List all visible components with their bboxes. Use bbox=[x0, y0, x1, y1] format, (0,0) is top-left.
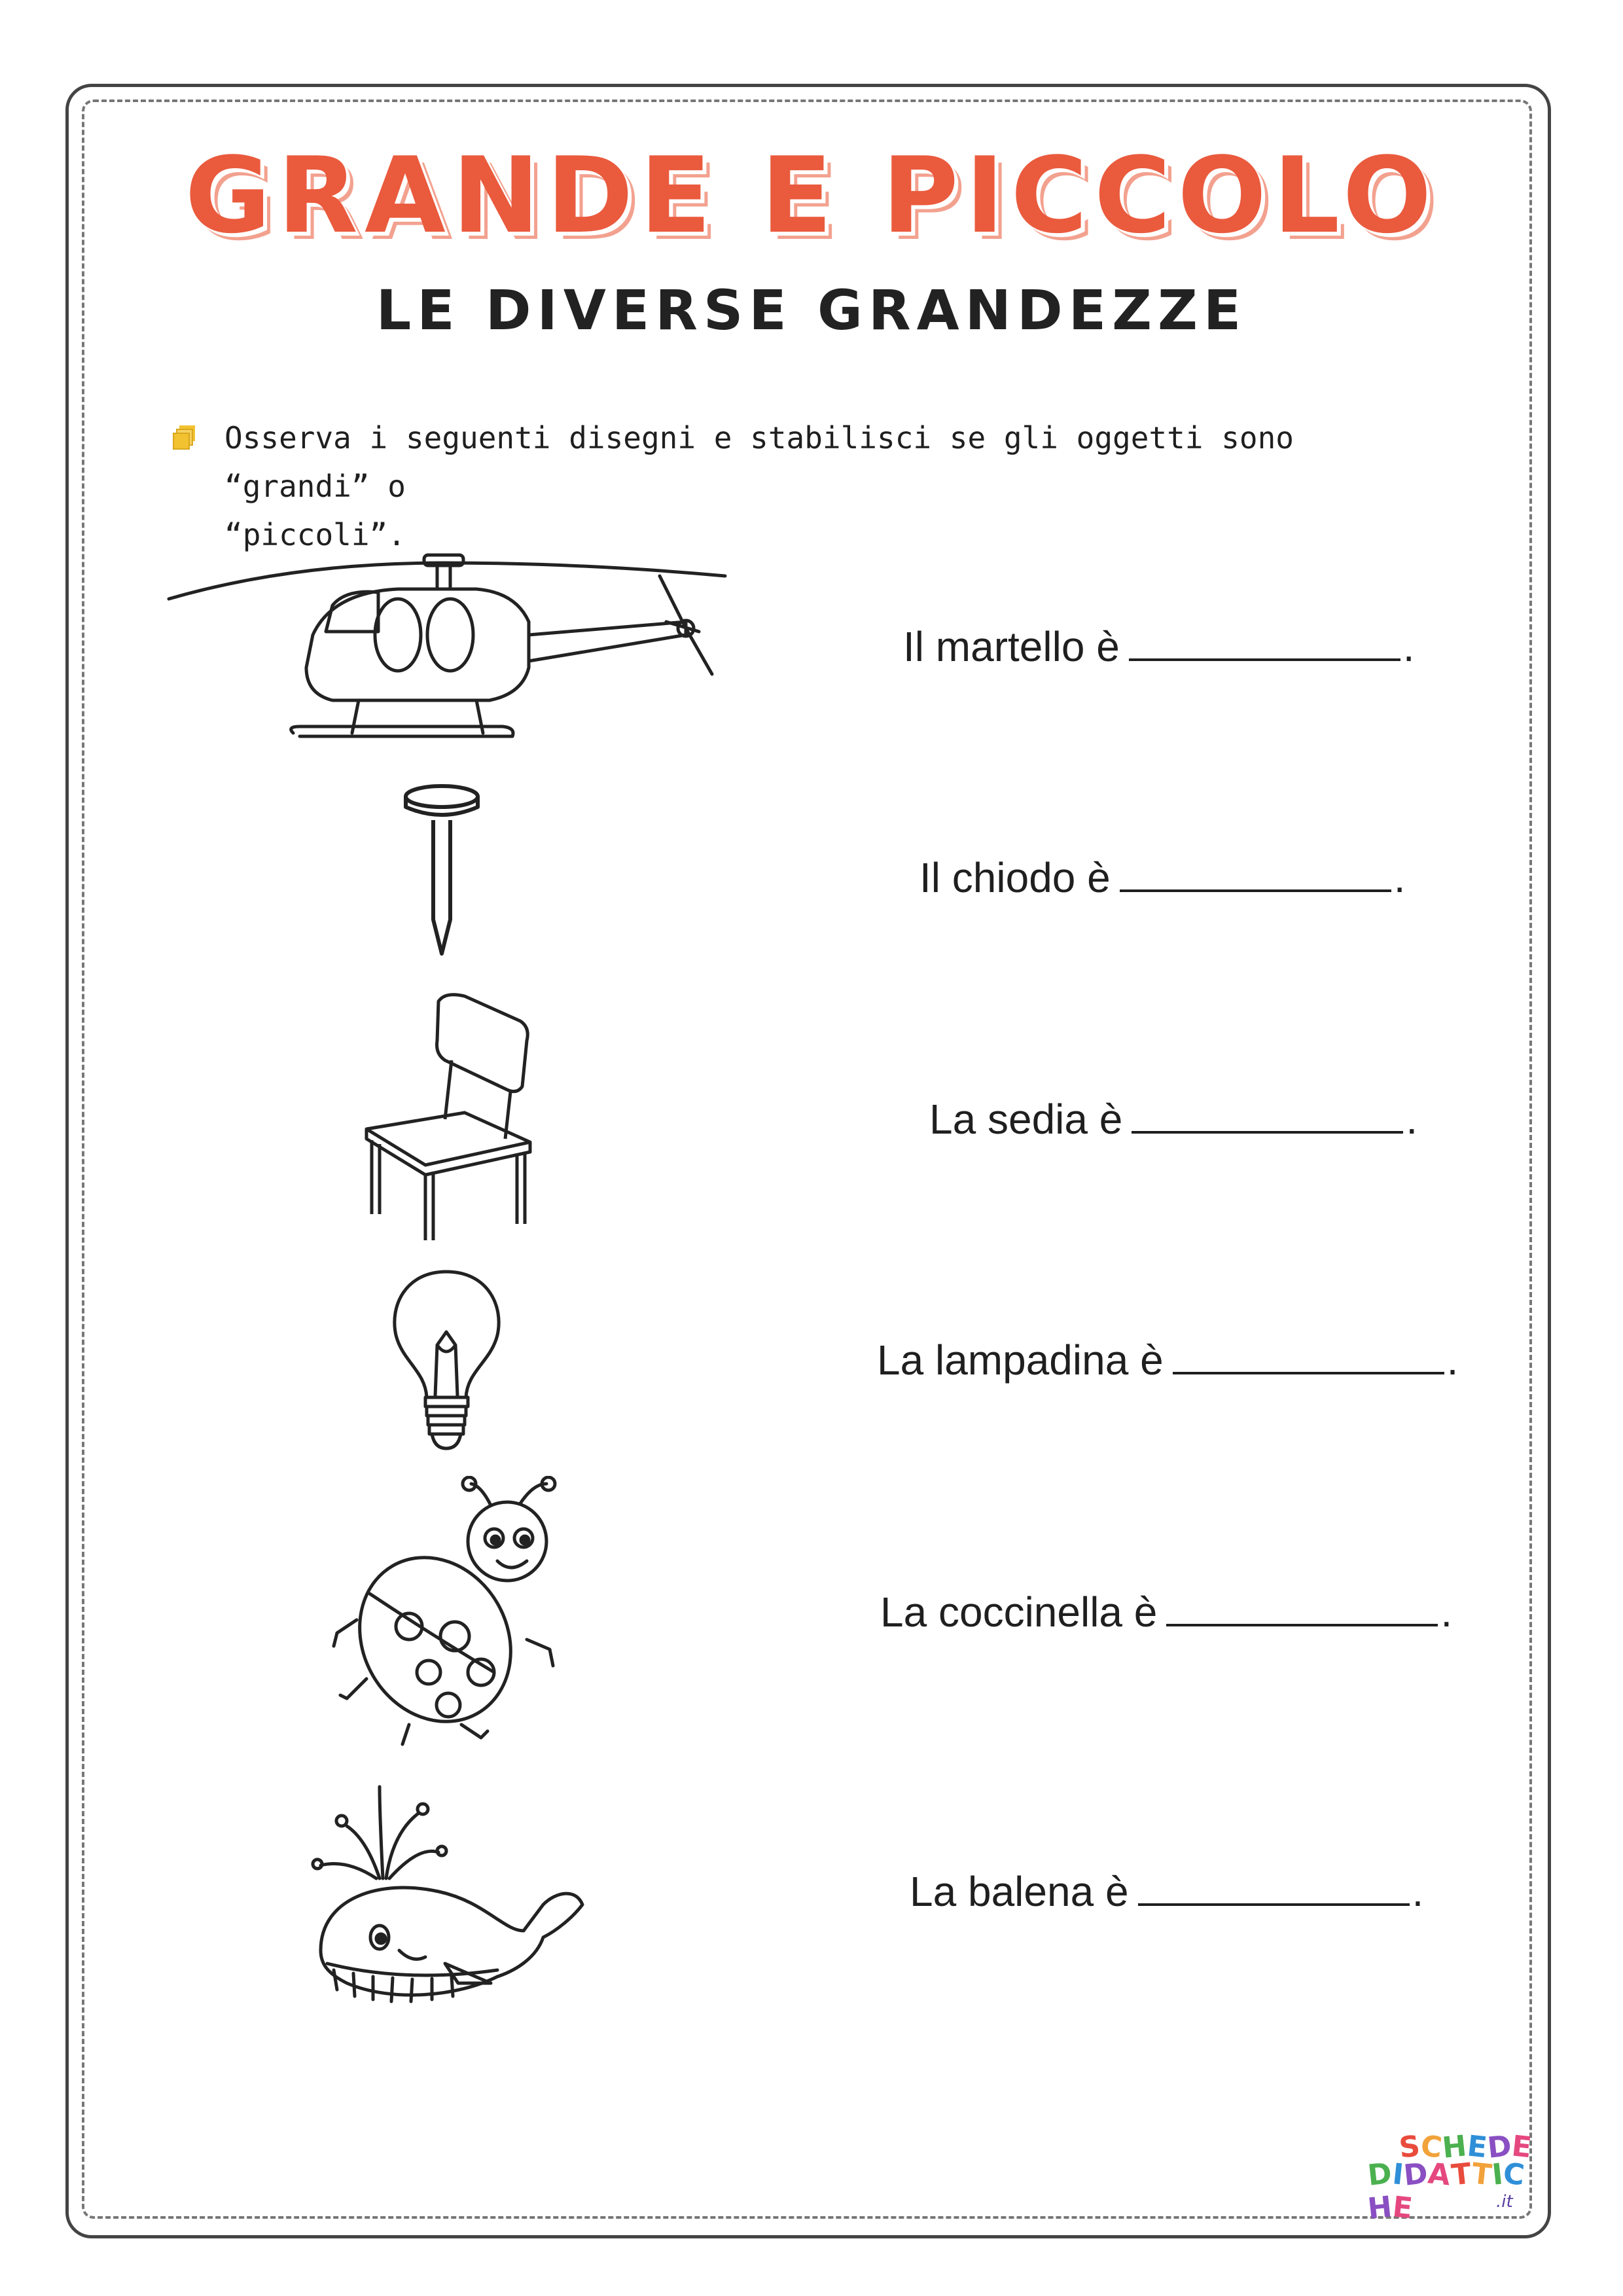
sentence-text: Il chiodo è bbox=[919, 854, 1111, 901]
chair-icon bbox=[353, 988, 537, 1244]
sentence-text: La coccinella è bbox=[880, 1588, 1158, 1636]
instruction-line-2: “piccoli”. bbox=[224, 517, 406, 552]
logo-letter: T bbox=[1449, 2157, 1474, 2193]
logo-letter: C bbox=[1419, 2129, 1444, 2165]
sentence-row-1 bbox=[903, 622, 1415, 671]
answer-blank[interactable] bbox=[1173, 1335, 1444, 1374]
sentence-end: . bbox=[1440, 1588, 1453, 1636]
answer-blank[interactable] bbox=[1129, 622, 1400, 661]
logo-letter: H bbox=[1440, 2129, 1469, 2165]
sentence-row-5 bbox=[880, 1587, 1452, 1636]
whale-icon bbox=[308, 1774, 589, 2016]
sentence-row-2 bbox=[919, 853, 1406, 902]
answer-blank[interactable] bbox=[1120, 853, 1391, 892]
logo-letter: H bbox=[1366, 2190, 1395, 2226]
logo-letter: D bbox=[1402, 2157, 1431, 2193]
logo-letter: D bbox=[1366, 2157, 1395, 2193]
page-subtitle: LE DIVERSE GRANDEZZE bbox=[376, 278, 1247, 342]
logo-letter: C bbox=[1501, 2157, 1527, 2193]
schede-didattiche-logo bbox=[1366, 2129, 1538, 2226]
helicopter-icon bbox=[162, 537, 732, 753]
logo-domain: .it bbox=[1496, 2192, 1513, 2212]
sentence-end: . bbox=[1402, 623, 1415, 670]
logo-letter: I bbox=[1390, 2157, 1406, 2192]
sentence-end: . bbox=[1406, 1096, 1418, 1143]
logo-word-2 bbox=[1368, 2158, 1525, 2225]
sentence-row-3 bbox=[929, 1094, 1418, 1143]
sentence-text: La balena è bbox=[910, 1868, 1129, 1915]
sentence-text: Il martello è bbox=[903, 623, 1120, 670]
logo-line-2 bbox=[1368, 2158, 1538, 2225]
nail-icon bbox=[399, 782, 484, 959]
logo-letter: I bbox=[1489, 2157, 1505, 2192]
sentence-end: . bbox=[1393, 854, 1406, 901]
light-bulb-icon bbox=[386, 1266, 507, 1453]
sentence-row-4 bbox=[877, 1335, 1458, 1384]
logo-letter: S bbox=[1397, 2129, 1423, 2165]
sentence-text: La lampadina è bbox=[877, 1336, 1164, 1384]
ladybug-icon bbox=[330, 1476, 573, 1751]
bullet-icon bbox=[171, 424, 198, 450]
sentence-end: . bbox=[1412, 1868, 1424, 1915]
logo-letter: E bbox=[1465, 2129, 1489, 2165]
answer-blank[interactable] bbox=[1166, 1587, 1438, 1626]
answer-blank[interactable] bbox=[1132, 1094, 1403, 1134]
sentence-row-6 bbox=[910, 1867, 1423, 1916]
logo-letter: A bbox=[1426, 2157, 1454, 2193]
page-title: GRANDE E PICCOLO bbox=[185, 134, 1438, 257]
logo-letter: E bbox=[1391, 2190, 1415, 2226]
sentence-text: La sedia è bbox=[929, 1096, 1123, 1143]
instruction-line-1: Osserva i seguenti disegni e stabilisci se gli oggetti sono “grandi” o bbox=[224, 420, 1294, 504]
sentence-end: . bbox=[1446, 1336, 1459, 1384]
logo-letter: E bbox=[1510, 2129, 1535, 2165]
logo-letter: D bbox=[1486, 2129, 1514, 2165]
logo-letter: T bbox=[1469, 2157, 1494, 2193]
answer-blank[interactable] bbox=[1138, 1867, 1410, 1906]
